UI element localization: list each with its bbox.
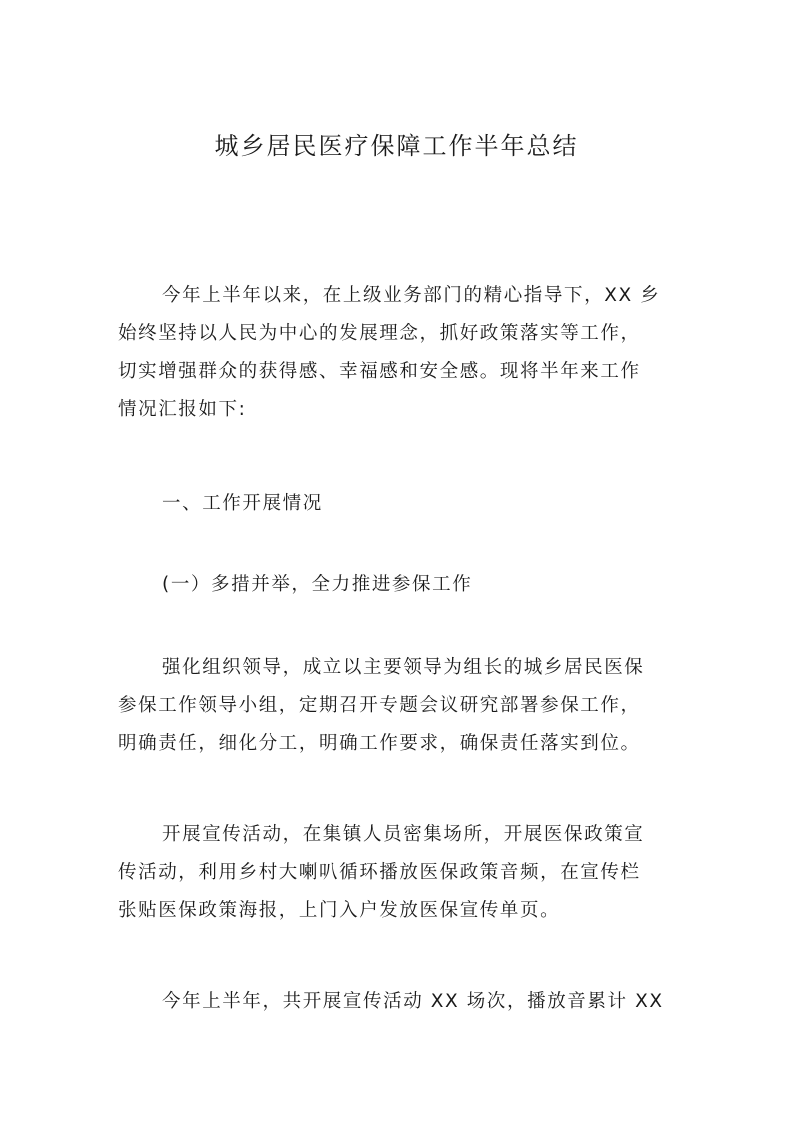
paragraph-line: 明确责任，细化分工，明确工作要求，确保责任落实到位。 (118, 733, 641, 754)
paragraph-line: 今年上半年，共开展宣传活动 XX 场次，播放音累计 XX (162, 991, 664, 1012)
document-title: 城乡居民医疗保障工作半年总结 (214, 132, 579, 160)
subsection-heading (118, 566, 678, 604)
heading-line: (一）多措并举，全力推进参保工作 (162, 574, 473, 595)
paragraph-line: 参保工作领导小组，定期召开专题会议研究部署参保工作， (118, 695, 641, 716)
heading-line: 一、工作开展情况 (162, 493, 323, 514)
paragraph-line: 始终坚持以人民为中心的发展理念，抓好政策落实等工作， (118, 323, 641, 344)
paragraph-line: 传活动，利用乡村大喇叭循环播放医保政策音频，在宣传栏 (118, 862, 641, 883)
paragraph-line: 强化组织领导，成立以主要领导为组长的城乡居民医保 (162, 657, 645, 678)
intro-paragraph (118, 277, 678, 429)
statistics-paragraph (118, 983, 678, 1021)
section-heading (118, 485, 678, 523)
publicity-paragraph (118, 816, 678, 930)
organization-paragraph (118, 649, 678, 763)
paragraph-line: 张贴医保政策海报，上门入户发放医保宣传单页。 (118, 900, 561, 921)
paragraph-line: 今年上半年以来，在上级业务部门的精心指导下，XX 乡 (162, 285, 661, 306)
paragraph-line: 切实增强群众的获得感、幸福感和安全感。现将半年来工作 (118, 361, 641, 382)
paragraph-line: 情况汇报如下: (118, 399, 247, 420)
paragraph-line: 开展宣传活动，在集镇人员密集场所，开展医保政策宣 (162, 824, 645, 845)
